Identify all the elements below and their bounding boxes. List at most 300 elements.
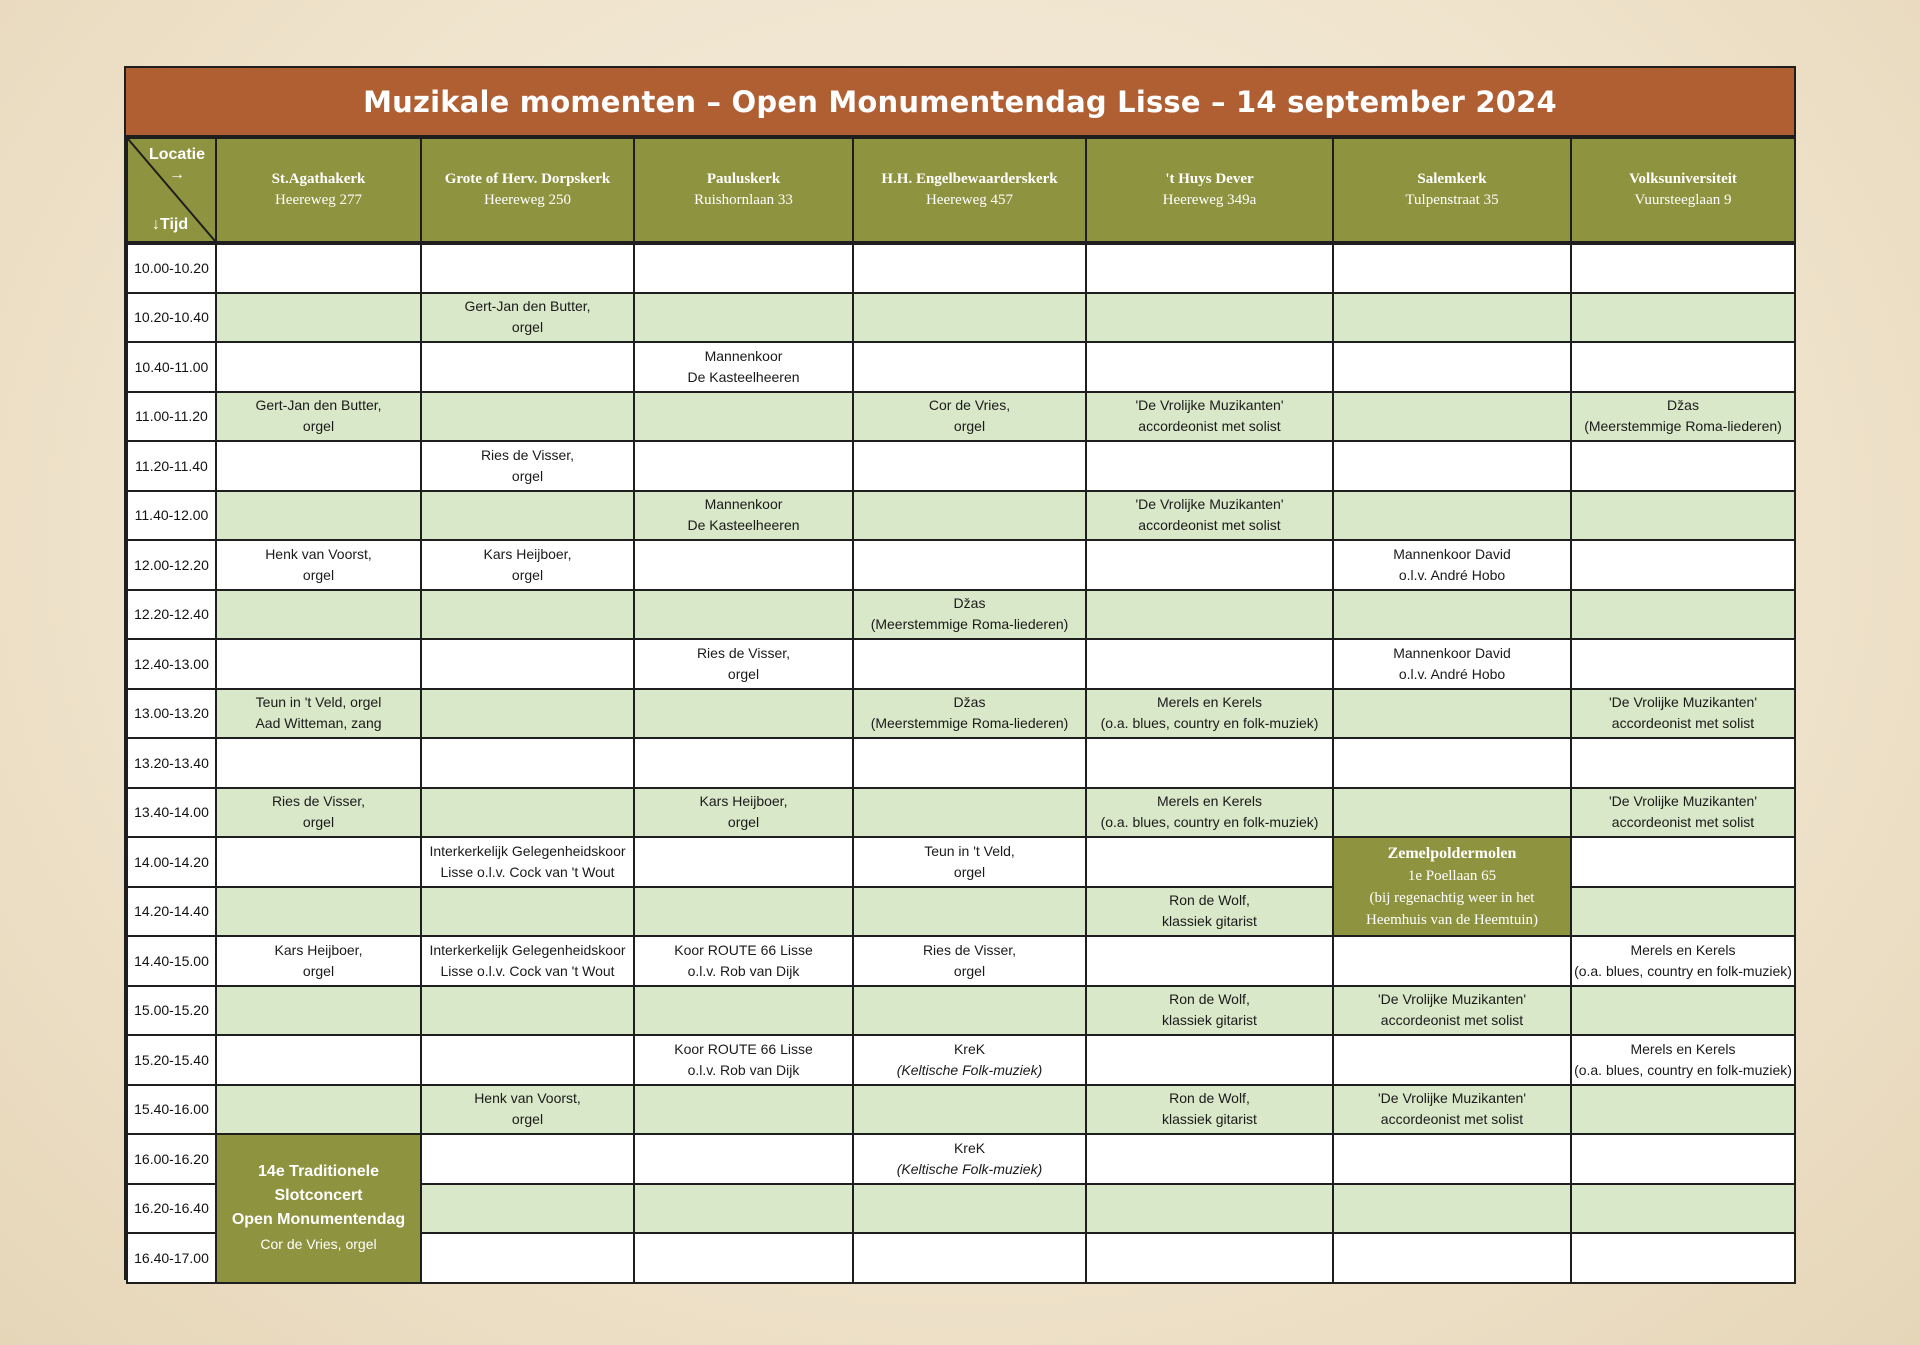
schedule-table xyxy=(126,137,1796,1284)
empty-cell xyxy=(1086,1134,1333,1184)
event-detail: (o.a. blues, country en folk-muziek) xyxy=(1100,715,1319,732)
empty-cell xyxy=(216,837,421,887)
schedule-row xyxy=(127,293,1795,343)
event-cell xyxy=(1571,788,1795,838)
empty-cell xyxy=(216,887,421,937)
event-performer: 'De Vrolijke Muzikanten' xyxy=(1378,991,1526,1008)
empty-cell xyxy=(853,1233,1086,1283)
event-cell xyxy=(634,788,853,838)
event-detail: orgel xyxy=(302,814,335,831)
empty-cell xyxy=(853,1085,1086,1135)
empty-cell xyxy=(1086,342,1333,392)
event-performer: Kars Heijboer, xyxy=(483,545,572,562)
schedule-title: Muzikale momenten – Open Monumentendag Lisse – 14 september 2024 xyxy=(126,68,1794,137)
schedule-row xyxy=(127,986,1795,1036)
event-performer: Merels en Kerels xyxy=(1630,1040,1736,1057)
time-slot: 16.20-16.40 xyxy=(127,1184,216,1234)
event-cell xyxy=(1086,1085,1333,1135)
event-performer: Koor ROUTE 66 Lisse xyxy=(674,941,813,958)
empty-cell xyxy=(1086,1233,1333,1283)
schedule-row xyxy=(127,689,1795,739)
event-cell xyxy=(853,689,1086,739)
event-cell xyxy=(1086,887,1333,937)
time-slot: 13.40-14.00 xyxy=(127,788,216,838)
time-slot: 11.20-11.40 xyxy=(127,441,216,491)
location-address: Heereweg 457 xyxy=(925,192,1014,208)
event-cell xyxy=(1571,392,1795,442)
time-slot: 10.40-11.00 xyxy=(127,342,216,392)
empty-cell xyxy=(1086,1184,1333,1234)
empty-cell xyxy=(1571,887,1795,937)
empty-cell xyxy=(853,441,1086,491)
empty-cell xyxy=(1571,639,1795,689)
event-performer: Teun in 't Veld, xyxy=(924,842,1015,859)
empty-cell xyxy=(216,738,421,788)
empty-cell xyxy=(634,887,853,937)
schedule-row xyxy=(127,1035,1795,1085)
empty-cell xyxy=(634,441,853,491)
event-detail: o.l.v. André Hobo xyxy=(1398,665,1506,682)
empty-cell xyxy=(216,293,421,343)
event-performer: KreK xyxy=(953,1040,986,1057)
empty-cell xyxy=(1086,639,1333,689)
event-performer: Mannenkoor David xyxy=(1393,545,1511,562)
empty-cell xyxy=(1571,1184,1795,1234)
empty-cell xyxy=(216,1035,421,1085)
corner-header xyxy=(127,138,216,243)
event-cell xyxy=(1333,1085,1571,1135)
corner-tijd-label: ↓Tijd xyxy=(152,216,189,233)
empty-cell xyxy=(216,639,421,689)
event-cell xyxy=(1571,1035,1795,1085)
empty-cell xyxy=(1333,689,1571,739)
empty-cell xyxy=(1571,342,1795,392)
empty-cell xyxy=(216,342,421,392)
empty-cell xyxy=(634,243,853,293)
event-performer: Henk van Voorst, xyxy=(265,545,372,562)
empty-cell xyxy=(1571,986,1795,1036)
event-performer: Kars Heijboer, xyxy=(274,941,363,958)
event-cell xyxy=(1333,639,1571,689)
empty-cell xyxy=(1571,837,1795,887)
event-performer: 'De Vrolijke Muzikanten' xyxy=(1135,397,1284,414)
empty-cell xyxy=(421,1233,634,1283)
event-cell xyxy=(1086,788,1333,838)
zemelpoldermolen-note-2: Heemhuis van de Heemtuin) xyxy=(1365,911,1539,928)
event-performer: Interkerkelijk Gelegenheidskoor xyxy=(429,842,626,859)
empty-cell xyxy=(1086,738,1333,788)
empty-cell xyxy=(1333,590,1571,640)
event-performer: Ries de Visser, xyxy=(696,644,791,661)
location-header xyxy=(1086,138,1333,243)
event-detail: orgel xyxy=(302,566,335,583)
empty-cell xyxy=(1571,590,1795,640)
empty-cell xyxy=(1086,837,1333,887)
empty-cell xyxy=(1333,738,1571,788)
arrow-right-icon: → xyxy=(168,166,185,183)
empty-cell xyxy=(1333,1134,1571,1184)
time-slot: 12.40-13.00 xyxy=(127,639,216,689)
event-performer: Mannenkoor xyxy=(704,347,783,364)
empty-cell xyxy=(634,1184,853,1234)
event-performer: Henk van Voorst, xyxy=(474,1090,581,1107)
empty-cell xyxy=(853,540,1086,590)
event-cell xyxy=(853,837,1086,887)
schedule-row xyxy=(127,788,1795,838)
event-detail: klassiek gitarist xyxy=(1162,1012,1257,1029)
location-header xyxy=(1571,138,1795,243)
event-cell xyxy=(216,392,421,442)
event-performer: Džas xyxy=(953,694,986,711)
schedule-row xyxy=(127,243,1795,293)
event-detail: Lisse o.l.v. Cock van 't Wout xyxy=(440,863,615,880)
schedule-row xyxy=(127,738,1795,788)
empty-cell xyxy=(634,590,853,640)
time-slot: 14.00-14.20 xyxy=(127,837,216,887)
empty-cell xyxy=(1086,590,1333,640)
schedule-row xyxy=(127,590,1795,640)
event-detail: klassiek gitarist xyxy=(1162,913,1257,930)
location-address: Vuursteeglaan 9 xyxy=(1634,192,1732,208)
empty-cell xyxy=(853,986,1086,1036)
event-cell xyxy=(1086,986,1333,1036)
corner-locatie-label: Locatie xyxy=(148,146,205,163)
empty-cell xyxy=(853,639,1086,689)
empty-cell xyxy=(1571,738,1795,788)
event-cell xyxy=(216,540,421,590)
empty-cell xyxy=(421,243,634,293)
empty-cell xyxy=(1333,293,1571,343)
location-address: Tulpenstraat 35 xyxy=(1405,192,1499,208)
event-performer: Gert-Jan den Butter, xyxy=(464,298,591,315)
event-cell xyxy=(421,293,634,343)
empty-cell xyxy=(1333,1184,1571,1234)
event-detail: (Meerstemmige Roma-liederen) xyxy=(870,616,1069,633)
event-cell xyxy=(634,1035,853,1085)
event-detail: accordeonist met solist xyxy=(1380,1012,1524,1029)
empty-cell xyxy=(1571,1233,1795,1283)
location-name: Pauluskerk xyxy=(706,171,781,187)
event-cell xyxy=(1333,540,1571,590)
empty-cell xyxy=(421,1184,634,1234)
event-performer: Interkerkelijk Gelegenheidskoor xyxy=(429,941,626,958)
empty-cell xyxy=(421,986,634,1036)
event-cell xyxy=(634,936,853,986)
location-header xyxy=(216,138,421,243)
schedule-row xyxy=(127,837,1795,887)
empty-cell xyxy=(1333,392,1571,442)
schedule-sheet xyxy=(124,66,1796,1280)
event-detail: accordeonist met solist xyxy=(1611,715,1755,732)
event-cell xyxy=(853,1134,1086,1184)
event-cell xyxy=(421,441,634,491)
location-name: H.H. Engelbewaarderskerk xyxy=(881,171,1058,187)
empty-cell xyxy=(1333,441,1571,491)
event-detail: orgel xyxy=(727,665,760,682)
event-detail: Aad Witteman, zang xyxy=(255,715,382,732)
empty-cell xyxy=(421,342,634,392)
event-detail: De Kasteelheeren xyxy=(687,368,800,385)
event-performer: Džas xyxy=(953,595,986,612)
event-cell xyxy=(1571,936,1795,986)
event-cell xyxy=(1086,689,1333,739)
event-performer: Ron de Wolf, xyxy=(1169,892,1250,909)
empty-cell xyxy=(634,392,853,442)
event-cell xyxy=(1086,491,1333,541)
empty-cell xyxy=(421,491,634,541)
event-performer: 'De Vrolijke Muzikanten' xyxy=(1378,1090,1526,1107)
location-address: Heereweg 250 xyxy=(483,192,572,208)
empty-cell xyxy=(1086,243,1333,293)
event-detail: accordeonist met solist xyxy=(1138,418,1281,435)
event-cell xyxy=(216,788,421,838)
schedule-row xyxy=(127,936,1795,986)
empty-cell xyxy=(421,392,634,442)
event-cell xyxy=(853,1035,1086,1085)
empty-cell xyxy=(1571,1085,1795,1135)
schedule-row xyxy=(127,342,1795,392)
event-cell xyxy=(421,1085,634,1135)
empty-cell xyxy=(1571,243,1795,293)
empty-cell xyxy=(1571,1134,1795,1184)
event-detail: De Kasteelheeren xyxy=(687,517,800,534)
event-detail: orgel xyxy=(511,467,544,484)
empty-cell xyxy=(216,590,421,640)
time-slot: 13.00-13.20 xyxy=(127,689,216,739)
location-header xyxy=(1333,138,1571,243)
empty-cell xyxy=(1086,441,1333,491)
event-performer: Ron de Wolf, xyxy=(1169,1090,1250,1107)
corner-locatie xyxy=(149,145,205,185)
empty-cell xyxy=(634,1233,853,1283)
location-address: Ruishornlaan 33 xyxy=(694,192,793,208)
empty-cell xyxy=(421,1035,634,1085)
time-slot: 10.00-10.20 xyxy=(127,243,216,293)
event-performer: Cor de Vries, xyxy=(928,397,1011,414)
event-cell xyxy=(216,689,421,739)
event-detail: orgel xyxy=(953,418,986,435)
time-slot: 16.40-17.00 xyxy=(127,1233,216,1283)
event-performer: Ries de Visser, xyxy=(480,446,575,463)
empty-cell xyxy=(634,540,853,590)
empty-cell xyxy=(634,689,853,739)
time-slot: 12.20-12.40 xyxy=(127,590,216,640)
empty-cell xyxy=(421,689,634,739)
event-performer: Ries de Visser, xyxy=(922,941,1017,958)
empty-cell xyxy=(853,342,1086,392)
time-slot: 16.00-16.20 xyxy=(127,1134,216,1184)
empty-cell xyxy=(853,887,1086,937)
event-cell xyxy=(1086,392,1333,442)
empty-cell xyxy=(634,837,853,887)
event-detail: orgel xyxy=(953,863,986,880)
empty-cell xyxy=(1333,491,1571,541)
time-slot: 10.20-10.40 xyxy=(127,293,216,343)
empty-cell xyxy=(421,788,634,838)
event-performer: 'De Vrolijke Muzikanten' xyxy=(1609,694,1757,711)
event-performer: Džas xyxy=(1667,397,1699,414)
event-performer: Teun in 't Veld, orgel xyxy=(255,694,382,711)
empty-cell xyxy=(634,738,853,788)
event-detail: orgel xyxy=(727,814,760,831)
event-performer: Merels en Kerels xyxy=(1630,941,1736,958)
event-detail: (Keltische Folk-muziek) xyxy=(896,1061,1043,1078)
event-cell xyxy=(1333,986,1571,1036)
event-detail: (Keltische Folk-muziek) xyxy=(896,1160,1043,1177)
empty-cell xyxy=(853,491,1086,541)
event-detail: orgel xyxy=(511,566,544,583)
event-cell xyxy=(853,392,1086,442)
event-cell xyxy=(421,837,634,887)
empty-cell xyxy=(216,243,421,293)
zemelpoldermolen-cell xyxy=(1333,837,1571,936)
event-detail: orgel xyxy=(302,962,335,979)
event-cell xyxy=(634,342,853,392)
zemelpoldermolen-note-1: (bij regenachtig weer in het xyxy=(1369,889,1535,906)
location-name: St.Agathakerk xyxy=(271,171,366,187)
time-slot: 15.00-15.20 xyxy=(127,986,216,1036)
zemelpoldermolen-address: 1e Poellaan 65 xyxy=(1407,867,1497,884)
empty-cell xyxy=(853,1184,1086,1234)
schedule-row xyxy=(127,639,1795,689)
empty-cell xyxy=(421,639,634,689)
zemelpoldermolen-name: Zemelpoldermolen xyxy=(1387,844,1517,862)
empty-cell xyxy=(421,738,634,788)
event-performer: Merels en Kerels xyxy=(1156,694,1263,711)
slotconcert-title-line: 14e Traditionele xyxy=(258,1163,379,1181)
event-detail: (o.a. blues, country en folk-muziek) xyxy=(1574,962,1792,979)
time-slot: 15.20-15.40 xyxy=(127,1035,216,1085)
location-header xyxy=(853,138,1086,243)
slotconcert-performer: Cor de Vries, orgel xyxy=(260,1236,377,1253)
event-performer: Ron de Wolf, xyxy=(1169,991,1250,1008)
event-cell xyxy=(634,491,853,541)
empty-cell xyxy=(1571,540,1795,590)
empty-cell xyxy=(1086,936,1333,986)
empty-cell xyxy=(216,1085,421,1135)
schedule-row xyxy=(127,540,1795,590)
event-performer: Ries de Visser, xyxy=(271,793,366,810)
event-detail: accordeonist met solist xyxy=(1611,814,1755,831)
location-name: 't Huys Dever xyxy=(1165,171,1254,187)
empty-cell xyxy=(216,491,421,541)
location-name: Volksuniversiteit xyxy=(1629,171,1737,187)
event-detail: orgel xyxy=(302,418,335,435)
time-slot: 14.20-14.40 xyxy=(127,887,216,937)
event-performer: Merels en Kerels xyxy=(1156,793,1263,810)
empty-cell xyxy=(1086,540,1333,590)
empty-cell xyxy=(1333,788,1571,838)
slotconcert-title-line: Slotconcert xyxy=(274,1187,363,1205)
event-cell xyxy=(421,540,634,590)
empty-cell xyxy=(634,1134,853,1184)
event-detail: orgel xyxy=(511,1111,544,1128)
time-slot: 11.00-11.20 xyxy=(127,392,216,442)
event-performer: Koor ROUTE 66 Lisse xyxy=(674,1040,813,1057)
empty-cell xyxy=(1571,491,1795,541)
event-detail: (o.a. blues, country en folk-muziek) xyxy=(1100,814,1319,831)
event-detail: orgel xyxy=(953,962,986,979)
empty-cell xyxy=(1571,293,1795,343)
event-detail: orgel xyxy=(511,319,544,336)
location-name: Grote of Herv. Dorpskerk xyxy=(444,171,611,187)
schedule-row xyxy=(127,1134,1795,1184)
event-detail: Lisse o.l.v. Cock van 't Wout xyxy=(440,962,615,979)
time-slot: 15.40-16.00 xyxy=(127,1085,216,1135)
empty-cell xyxy=(216,441,421,491)
location-name: Salemkerk xyxy=(1417,171,1487,187)
event-detail: o.l.v. Rob van Dijk xyxy=(687,1061,800,1078)
event-cell xyxy=(421,936,634,986)
time-slot: 11.40-12.00 xyxy=(127,491,216,541)
empty-cell xyxy=(634,1085,853,1135)
location-address: Heereweg 349a xyxy=(1162,192,1257,208)
empty-cell xyxy=(421,1134,634,1184)
empty-cell xyxy=(1571,441,1795,491)
event-performer: Kars Heijboer, xyxy=(699,793,788,810)
event-performer: 'De Vrolijke Muzikanten' xyxy=(1135,496,1284,513)
empty-cell xyxy=(1333,936,1571,986)
event-cell xyxy=(634,639,853,689)
event-detail: klassiek gitarist xyxy=(1162,1111,1257,1128)
empty-cell xyxy=(1086,1035,1333,1085)
empty-cell xyxy=(421,590,634,640)
schedule-row xyxy=(127,392,1795,442)
location-header xyxy=(634,138,853,243)
empty-cell xyxy=(421,887,634,937)
event-detail: (Meerstemmige Roma-liederen) xyxy=(1584,418,1782,435)
event-detail: o.l.v. André Hobo xyxy=(1398,566,1506,583)
time-slot: 12.00-12.20 xyxy=(127,540,216,590)
time-slot: 13.20-13.40 xyxy=(127,738,216,788)
event-cell xyxy=(853,936,1086,986)
event-performer: Gert-Jan den Butter, xyxy=(255,397,382,414)
empty-cell xyxy=(216,986,421,1036)
event-detail: (Meerstemmige Roma-liederen) xyxy=(870,715,1069,732)
event-detail: accordeonist met solist xyxy=(1138,517,1281,534)
schedule-row xyxy=(127,1085,1795,1135)
slotconcert-cell xyxy=(216,1134,421,1283)
event-cell xyxy=(216,936,421,986)
event-detail: accordeonist met solist xyxy=(1380,1111,1524,1128)
empty-cell xyxy=(634,986,853,1036)
empty-cell xyxy=(853,243,1086,293)
empty-cell xyxy=(1333,1233,1571,1283)
empty-cell xyxy=(1333,1035,1571,1085)
empty-cell xyxy=(1333,342,1571,392)
schedule-row xyxy=(127,491,1795,541)
empty-cell xyxy=(853,293,1086,343)
empty-cell xyxy=(634,293,853,343)
event-performer: Mannenkoor xyxy=(704,496,783,513)
empty-cell xyxy=(853,788,1086,838)
slotconcert-title-line: Open Monumentendag xyxy=(231,1211,406,1229)
event-performer: Mannenkoor David xyxy=(1393,644,1511,661)
location-header xyxy=(421,138,634,243)
event-performer: KreK xyxy=(953,1139,986,1156)
event-detail: (o.a. blues, country en folk-muziek) xyxy=(1574,1061,1792,1078)
event-performer: 'De Vrolijke Muzikanten' xyxy=(1609,793,1757,810)
location-address: Heereweg 277 xyxy=(274,192,363,208)
empty-cell xyxy=(1333,243,1571,293)
schedule-row xyxy=(127,441,1795,491)
event-cell xyxy=(853,590,1086,640)
empty-cell xyxy=(1086,293,1333,343)
event-cell xyxy=(1571,689,1795,739)
empty-cell xyxy=(853,738,1086,788)
time-slot: 14.40-15.00 xyxy=(127,936,216,986)
event-detail: o.l.v. Rob van Dijk xyxy=(687,962,800,979)
